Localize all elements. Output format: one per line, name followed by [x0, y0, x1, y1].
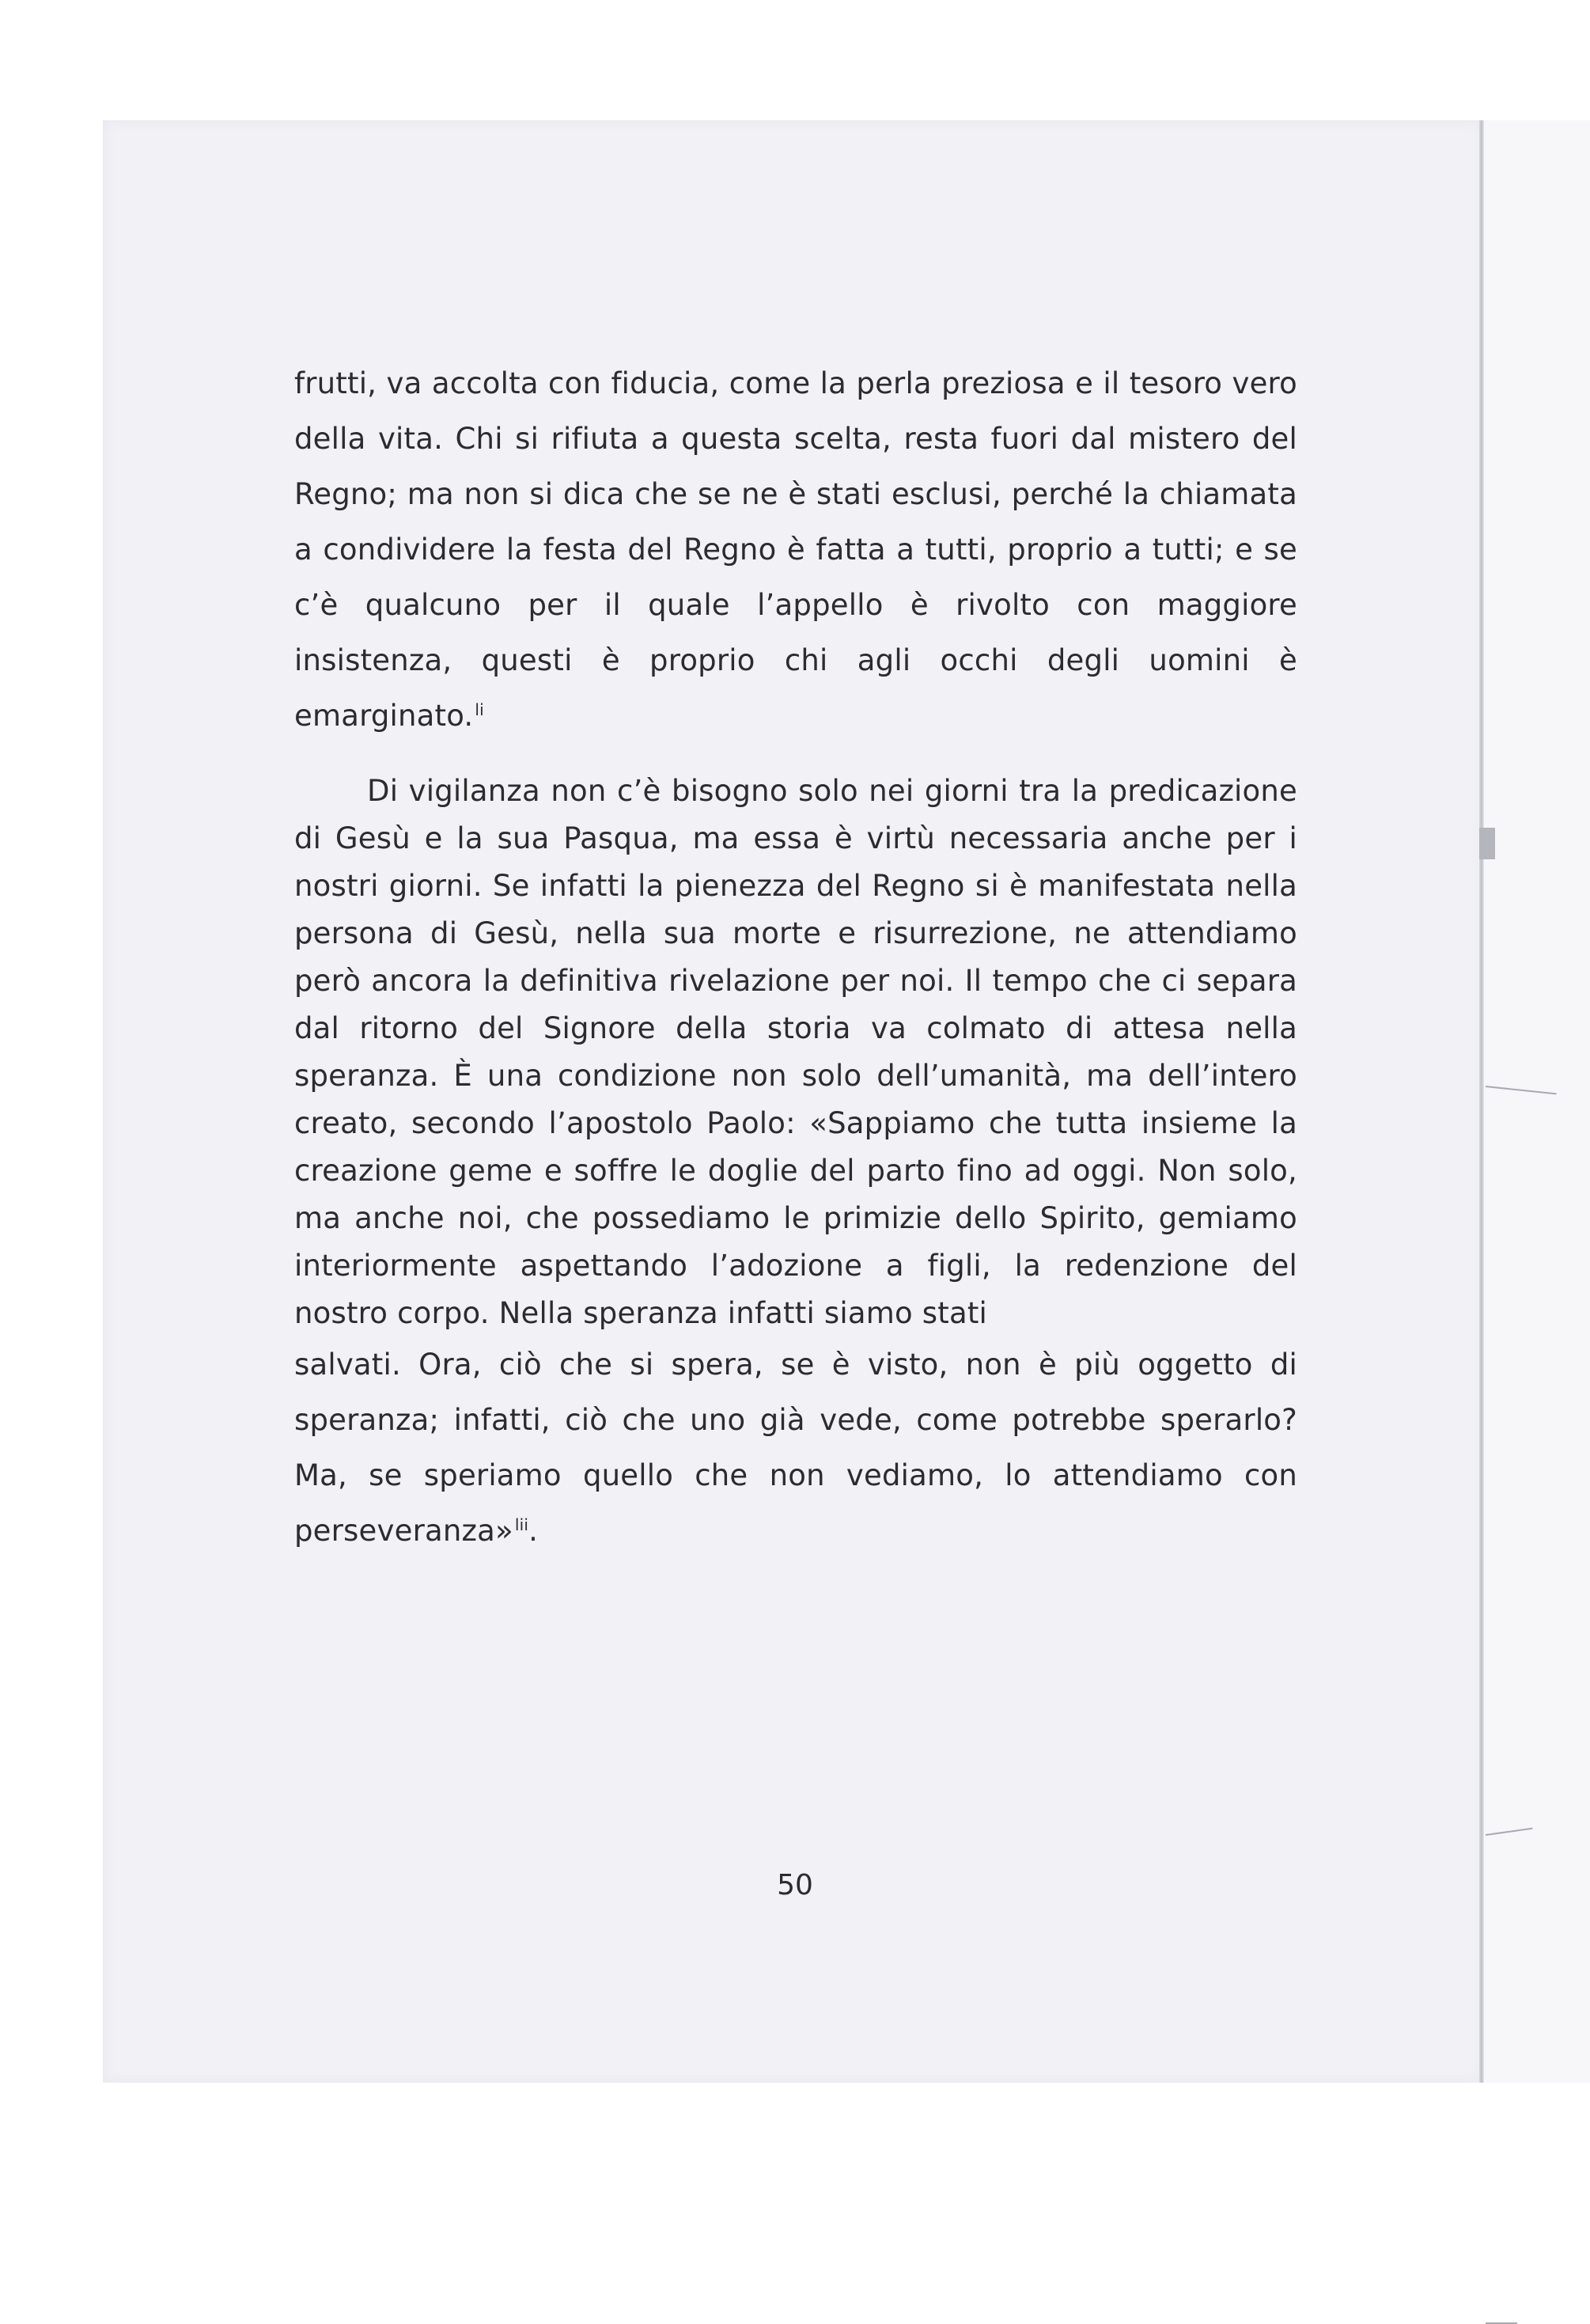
page-text — [294, 356, 1297, 1559]
paper-tear-mark — [1479, 828, 1495, 859]
paragraph-2-tail-text: salvati. Ora, ciò che si spera, se è visto, non è più oggetto di speranza; infatti, ciò che uno già vede, come potrebbe sperarlo? Ma, se speriamo quello che non vediamo, lo attendiamo con perseveranza» — [294, 1348, 1297, 1548]
paragraph-2 — [294, 768, 1297, 1559]
facing-page-strip — [1484, 120, 1590, 2083]
paragraph-2-text: Di vigilanza non c’è bisogno solo nei giorni tra la predicazione di Gesù e la sua Pasqua, ma essa è virtù necessaria anche per i nostri giorni. Se infatti la pienezza del Regno si è manifestata nella persona di Gesù, nella sua morte e risurrezione, ne attendiamo però ancora la definitiva rivelazione per noi. Il tempo che ci separa dal ritorno del Signore della storia va colmato di attesa nella speranza. È una condizione non solo dell’umanità, ma dell’intero creato, secondo l’apostolo Paolo: «Sappiamo che tutta insieme la creazione geme e soffre le doglie del parto fino ad oggi. Non solo, ma anche noi, che possediamo le primizie dello Spirito, gemiamo interiormente aspettando l’adozione a figli, la redenzione del nostro corpo. Nella speranza infatti siamo stati — [294, 774, 1297, 1330]
paragraph-1-text: frutti, va accolta con fiducia, come la perla preziosa e il tesoro vero della vita. Chi si rifiuta a questa scelta, resta fuori dal mistero del Regno; ma non si dica che se ne è stati esclusi, perché la chiamata a condividere la festa del Regno è fatta a tutti, proprio a tutti; e se c’è qualcuno per il quale l’appello è rivolto con maggiore insistenza, questi è proprio chi agli occhi degli uomini è emarginato. — [294, 366, 1297, 733]
footnote-marker: lii — [514, 1515, 529, 1534]
footnote-marker: li — [475, 699, 484, 719]
paragraph-2-tail — [294, 1337, 1297, 1559]
paragraph-1 — [294, 356, 1297, 744]
page-number: 50 — [777, 1869, 813, 1901]
paragraph-2-ending: . — [528, 1514, 539, 1548]
